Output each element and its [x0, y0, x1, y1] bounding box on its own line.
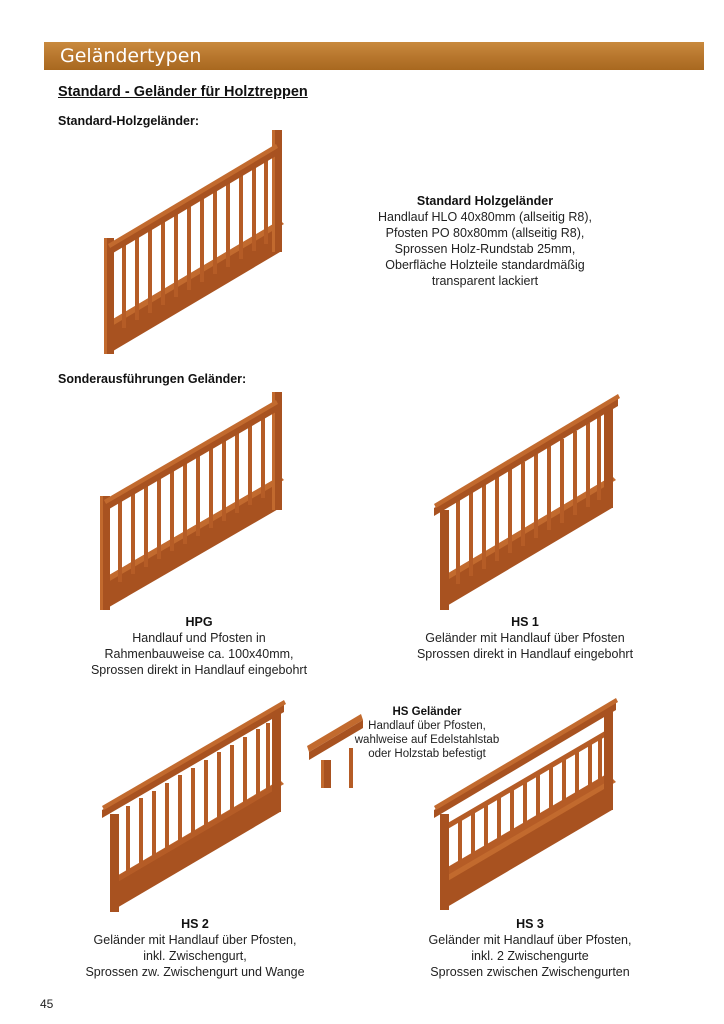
special-label: Sonderausführungen Geländer:	[58, 372, 247, 386]
hpg-title: HPG	[185, 615, 213, 629]
page-number: 45	[40, 997, 54, 1011]
hs1-line: Geländer mit Handlauf über Pfosten	[425, 631, 625, 645]
hs2-line: Geländer mit Handlauf über Pfosten,	[93, 933, 297, 947]
standard-title: Standard Holzgeländer	[416, 194, 554, 208]
hs3-description	[390, 916, 670, 980]
hsg-title: HS Geländer	[392, 706, 462, 718]
page-title: Geländertypen	[60, 45, 202, 67]
standard-line: Oberfläche Holzteile standardmäßig	[385, 258, 585, 272]
hsg-line: Handlauf über Pfosten,	[368, 720, 486, 732]
hpg-line: Handlauf und Pfosten in	[132, 631, 266, 645]
hs2-description	[60, 916, 330, 980]
hs2-title: HS 2	[181, 917, 209, 931]
hs3-railing-drawing	[434, 698, 618, 910]
hs2-line: Sprossen zw. Zwischengurt und Wange	[85, 965, 305, 979]
hs3-line: Geländer mit Handlauf über Pfosten,	[428, 933, 632, 947]
hs2-railing-drawing	[102, 700, 286, 912]
hsg-line: wahlweise auf Edelstahlstab	[354, 734, 500, 746]
hs3-line: inkl. 2 Zwischengurte	[471, 949, 589, 963]
hs3-title: HS 3	[516, 917, 544, 931]
hs3-railing-illustration	[432, 690, 622, 912]
hpg-line: Rahmenbauweise ca. 100x40mm,	[104, 647, 294, 661]
hs2-railing-illustration	[100, 694, 288, 914]
hpg-railing-illustration	[98, 388, 288, 613]
hs2-line: inkl. Zwischengurt,	[143, 949, 247, 963]
standard-line: Handlauf HLO 40x80mm (allseitig R8),	[378, 210, 592, 224]
standard-railing-illustration	[100, 128, 290, 358]
hpg-description	[64, 614, 334, 678]
hs1-title: HS 1	[511, 615, 539, 629]
header-banner	[44, 42, 704, 70]
standard-line: transparent lackiert	[431, 274, 539, 288]
standard-railing-drawing	[104, 130, 284, 354]
hsg-line: oder Holzstab befestigt	[368, 748, 486, 760]
section-title: Standard - Geländer für Holztreppen	[58, 84, 308, 100]
hs1-description	[390, 614, 660, 662]
standard-line: Pfosten PO 80x80mm (allseitig R8),	[385, 226, 585, 240]
standard-line: Sprossen Holz-Rundstab 25mm,	[394, 242, 576, 256]
hs1-line: Sprossen direkt in Handlauf eingebohrt	[416, 647, 634, 661]
standard-label: Standard-Holzgeländer:	[58, 114, 199, 128]
hs1-railing-illustration	[432, 388, 624, 613]
hs1-railing-drawing	[434, 394, 620, 610]
hpg-railing-drawing	[100, 392, 284, 610]
hs3-line: Sprossen zwischen Zwischengurten	[430, 965, 630, 979]
standard-description	[340, 193, 630, 289]
hpg-line: Sprossen direkt in Handlauf eingebohrt	[90, 663, 308, 677]
